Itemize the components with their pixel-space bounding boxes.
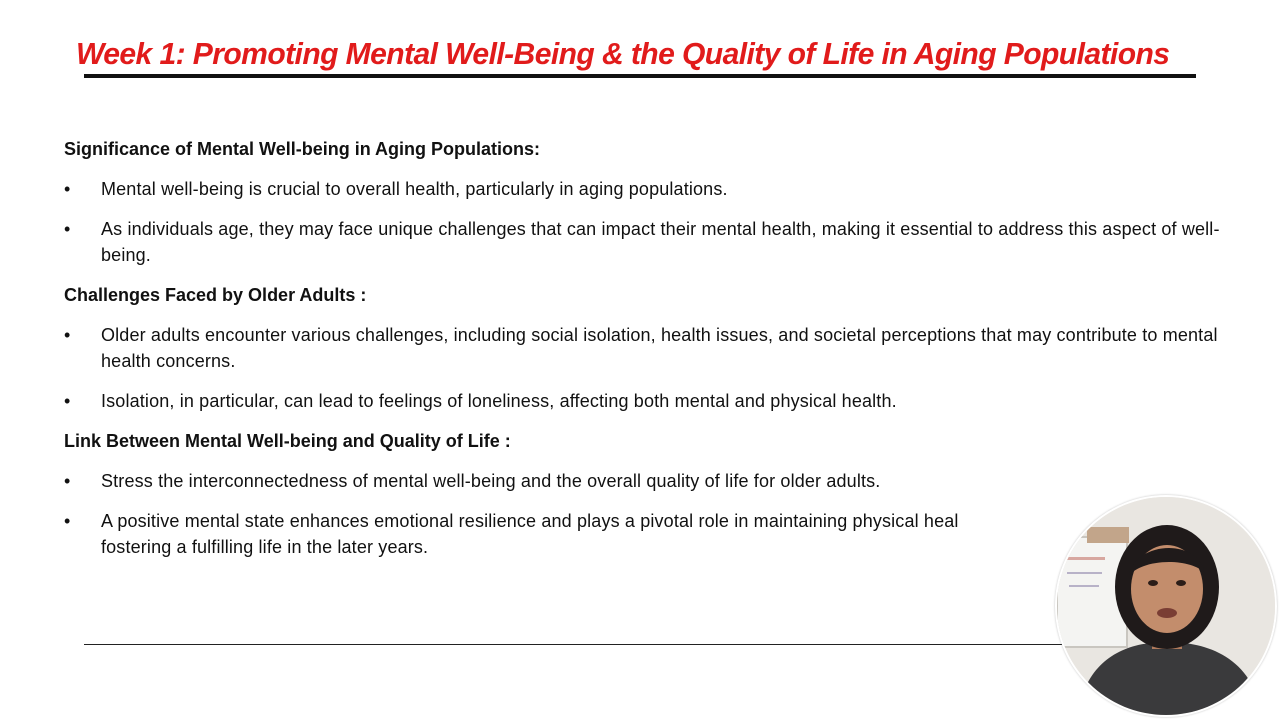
bullet-text-continued: fostering a fulfilling life in the later years. [101,537,429,557]
presenter-webcam-graphic [1057,497,1275,715]
slide-title: Week 1: Promoting Mental Well-Being & the Quality of Life in Aging Populations [76,36,1170,71]
bullet-item [64,322,1224,374]
bullet-dot: • [64,391,71,411]
section-heading: Challenges Faced by Older Adults : [64,285,367,305]
bullet-item [64,508,1224,560]
presenter-eye [1148,580,1158,586]
bullet-dot: • [64,511,71,531]
slide-content [64,136,1224,574]
bullet-list [64,468,1224,560]
bullet-text: Older adults encounter various challenges, including social isolation, health issues, and societal perceptions that may contribute to mental health concerns. [101,325,1218,371]
bullet-text: Stress the interconnectedness of mental well-being and the overall quality of life for older adults. [101,471,881,491]
bullet-item [64,216,1224,268]
bullet-text: A positive mental state enhances emotional resilience and plays a pivotal role in maintaining physical heal [101,511,959,531]
presenter-webcam-icon [1055,495,1277,717]
bullet-dot: • [64,471,71,491]
bullet-dot: • [64,219,71,239]
section-heading: Significance of Mental Well-being in Aging Populations: [64,139,541,159]
bullet-item [64,176,1224,202]
presenter-mouth [1157,608,1177,618]
wall-frame [1087,527,1129,543]
section-link [64,428,1224,560]
section-significance [64,136,1224,268]
section-heading: Link Between Mental Well-being and Quality of Life : [64,431,511,451]
bullet-list [64,322,1224,414]
whiteboard-mark [1069,585,1099,587]
bullet-item [64,468,1224,494]
footer-divider [84,644,1084,645]
section-challenges [64,282,1224,414]
bullet-dot: • [64,325,71,345]
whiteboard-mark [1067,572,1102,574]
presenter-eye [1176,580,1186,586]
whiteboard-mark [1065,557,1105,560]
bullet-dot: • [64,179,71,199]
title-underline [84,74,1196,78]
bullet-text: Isolation, in particular, can lead to feelings of loneliness, affecting both mental and physical health. [101,391,897,411]
bullet-item [64,388,1224,414]
bullet-list [64,176,1224,268]
bullet-text: Mental well-being is crucial to overall health, particularly in aging populations. [101,179,728,199]
bullet-text: As individuals age, they may face unique challenges that can impact their mental health, making it essential to address this aspect of well-being. [101,219,1220,265]
